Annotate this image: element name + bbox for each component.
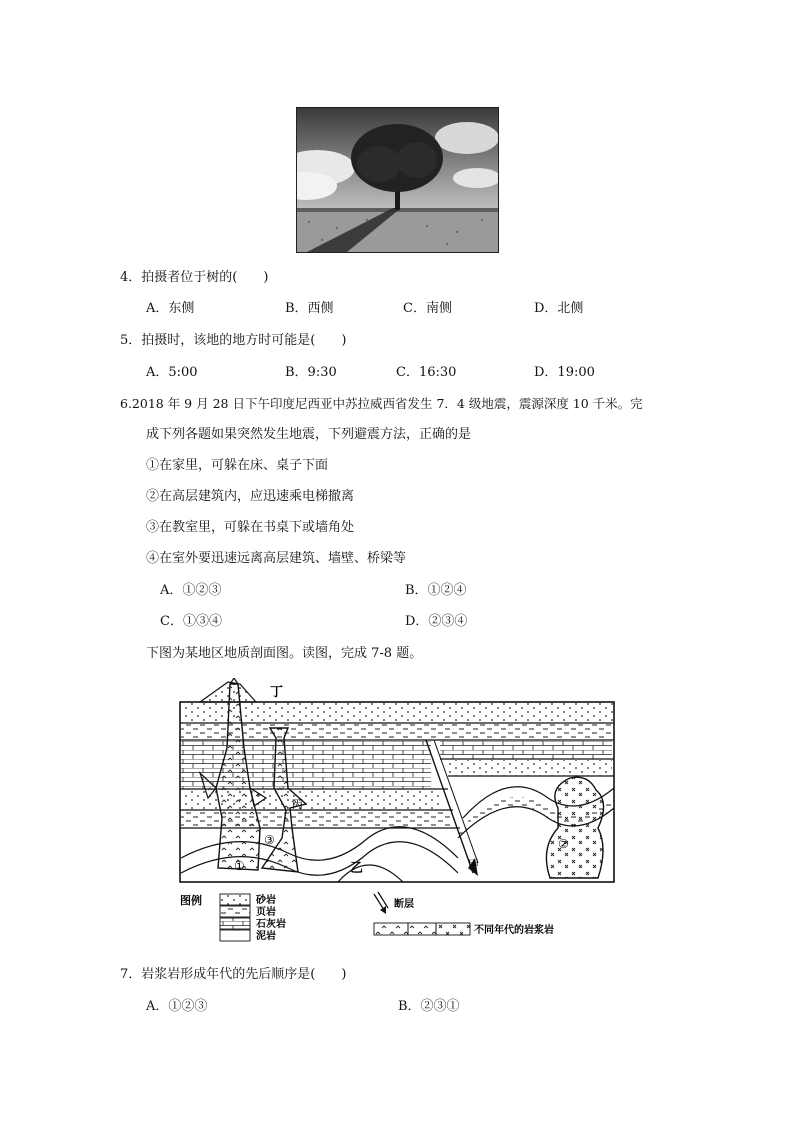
q4-option-c[interactable]: C．南侧 <box>403 301 452 316</box>
q5-stem: 5．拍摄时，该地的地方时可能是( ) <box>120 333 347 348</box>
q7-option-a[interactable]: A．①②③ <box>146 999 208 1014</box>
q6-statement-4: ④在室外要迅速远离高层建筑、墙壁、桥梁等 <box>146 551 407 566</box>
label-magma-1: ① <box>234 859 245 873</box>
q5-option-a[interactable]: A．5:00 <box>146 365 198 380</box>
label-magma-3: ③ <box>264 833 275 847</box>
fault-legend-icon <box>374 892 388 914</box>
q6-option-a[interactable]: A．①②③ <box>160 583 222 598</box>
q6-statement-2: ②在高层建筑内，应迅速乘电梯撤离 <box>146 489 355 504</box>
legend-fault: 断层 <box>394 899 414 910</box>
q6-stem-line2: 成下列各题如果突然发生地震，下列避震方法，正确的是 <box>146 427 472 442</box>
legend-sandstone: 砂岩 <box>256 895 276 906</box>
q6-option-c[interactable]: C．①③④ <box>160 614 222 629</box>
geologic-cross-section <box>178 678 616 944</box>
q4-option-d[interactable]: D．北侧 <box>534 301 584 316</box>
label-bing: 丙 <box>292 798 303 811</box>
q7-option-b[interactable]: B．②③① <box>398 999 460 1014</box>
tree-photo <box>296 107 499 253</box>
legend-magma: 不同年代的岩浆岩 <box>474 925 554 936</box>
q6-statement-1: ①在家里，可躲在床、桌子下面 <box>146 458 329 473</box>
q4-option-b[interactable]: B．西侧 <box>285 301 334 316</box>
label-yi: 乙 <box>350 861 364 876</box>
q7-stem: 7．岩浆岩形成年代的先后顺序是( ) <box>120 967 347 982</box>
label-jia: 甲 <box>468 858 479 871</box>
legend-limestone: 石灰岩 <box>256 919 286 930</box>
legend-mudstone: 泥岩 <box>256 931 276 942</box>
legend-title: 图例 <box>180 894 202 907</box>
q7-8-intro: 下图为某地区地质剖面图。读图，完成 7-8 题。 <box>146 646 423 661</box>
legend-shale: 页岩 <box>256 907 276 918</box>
q6-statement-3: ③在教室里，可躲在书桌下或墙角处 <box>146 520 355 535</box>
label-ding: 丁 <box>270 685 284 700</box>
q6-option-b[interactable]: B．①②④ <box>405 583 467 598</box>
q6-stem-line1: 6.2018 年 9 月 28 日下午印度尼西亚中苏拉威西省发生 7．4 级地震，震源深度 10 千米。完 <box>120 396 643 411</box>
q6-option-d[interactable]: D．②③④ <box>405 614 468 629</box>
q4-stem: 4．拍摄者位于树的( ) <box>120 270 269 285</box>
q4-option-a[interactable]: A．东侧 <box>146 301 195 316</box>
q5-option-d[interactable]: D．19:00 <box>534 365 595 380</box>
q5-option-b[interactable]: B．9:30 <box>285 365 337 380</box>
q5-option-c[interactable]: C．16:30 <box>396 365 457 380</box>
label-magma-2: ② <box>558 837 569 851</box>
